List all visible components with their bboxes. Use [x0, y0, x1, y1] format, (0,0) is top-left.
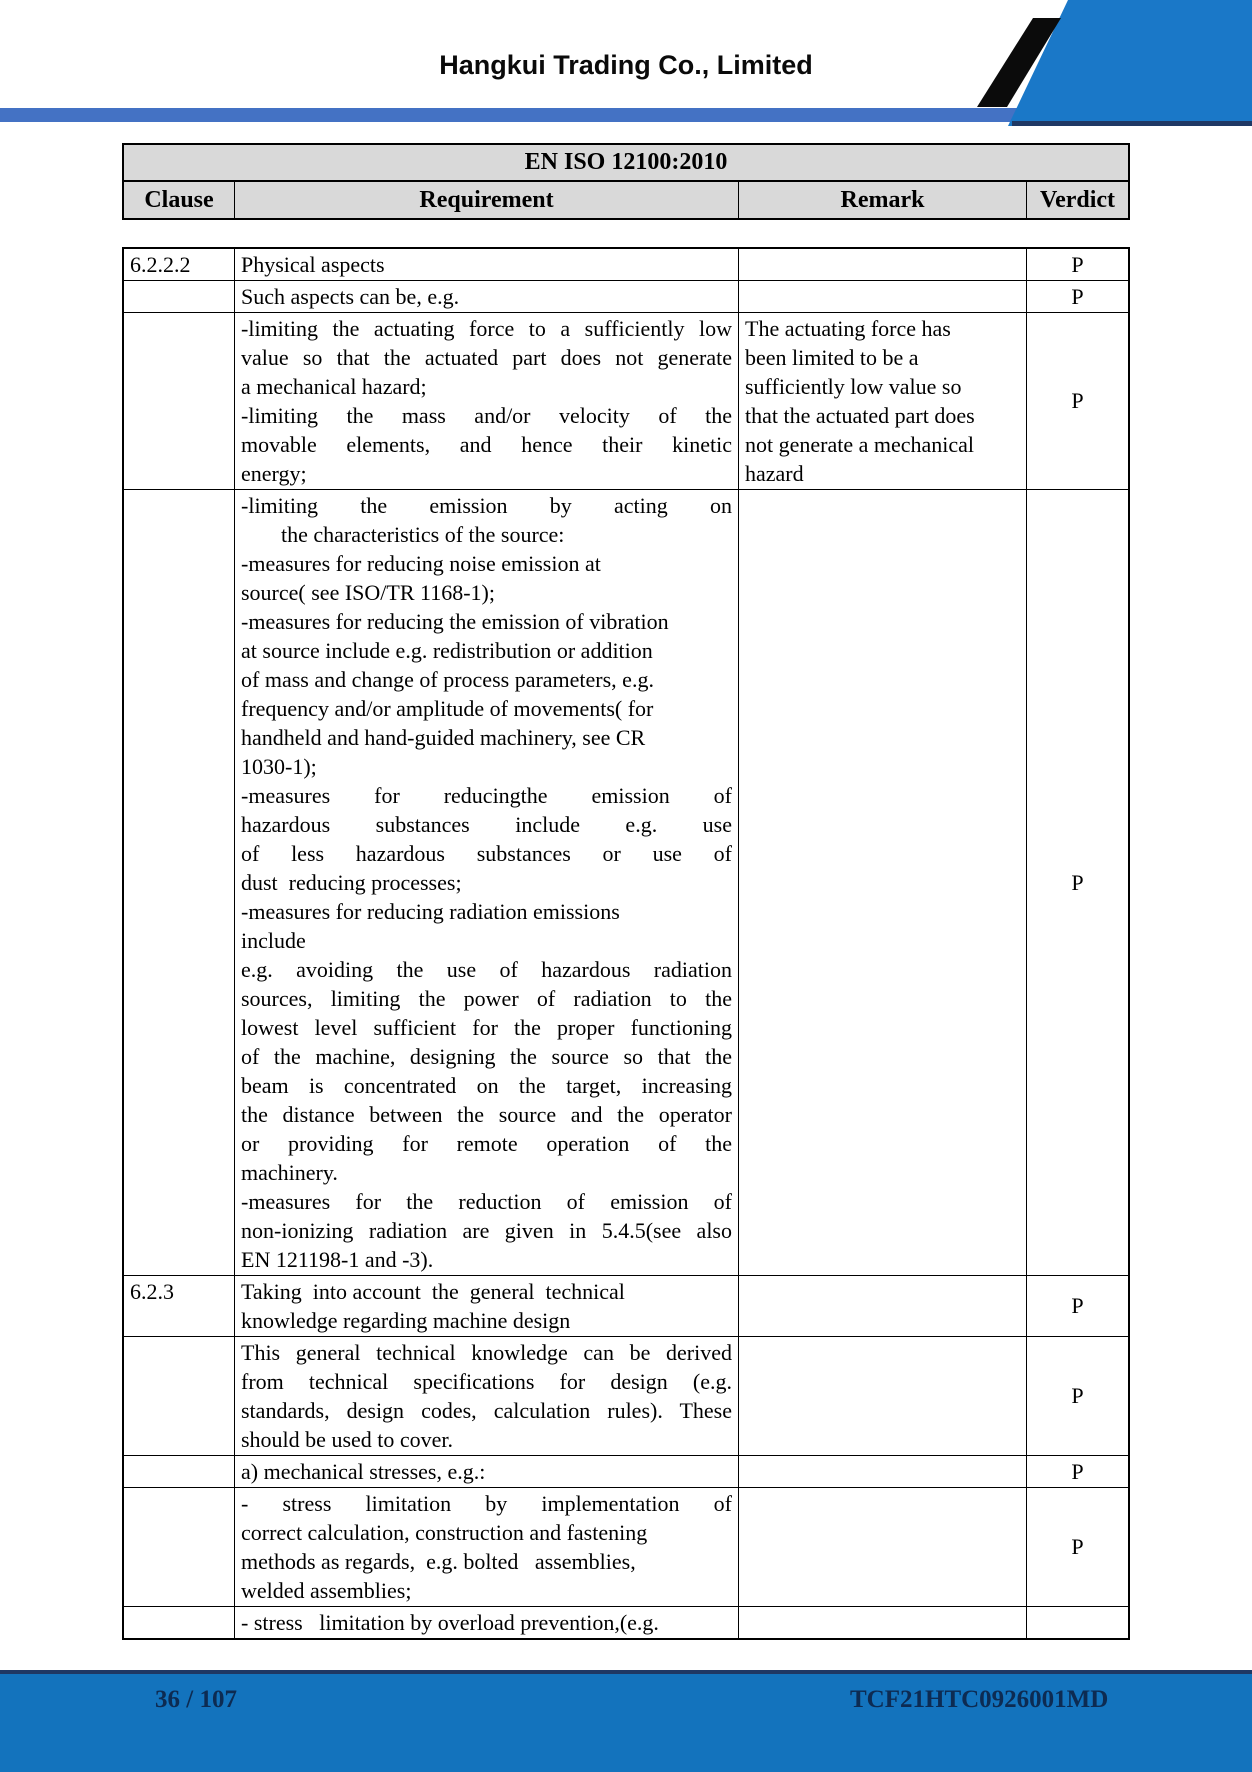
requirement-line: -measures for reducing radiation emissions: [241, 899, 620, 924]
requirement-line: frequency and/or amplitude of movements( for: [241, 696, 654, 721]
column-header-row: [124, 182, 1128, 218]
requirement-line: -limiting the mass and/or velocity of the: [241, 403, 732, 428]
requirement-line: welded assemblies;: [241, 1578, 412, 1603]
requirement-line: -limiting the emission by acting on: [241, 493, 732, 518]
clause-text: 6.2.2.2: [130, 252, 191, 277]
requirement-cell: [234, 281, 738, 312]
verdict-value: P: [1071, 1534, 1084, 1559]
standard-header-table: [122, 143, 1130, 220]
main-table: [122, 247, 1130, 1640]
requirement-cell: [234, 1607, 738, 1638]
requirement-line: -measures for reducing noise emission at: [241, 551, 601, 576]
clause-cell: [124, 281, 234, 312]
requirement-line: a) mechanical stresses, e.g.:: [241, 1459, 486, 1484]
requirement-line: Physical aspects: [241, 252, 385, 277]
requirement-line: value so that the actuated part does not generate: [241, 345, 732, 370]
requirement-line: This general technical knowledge can be derived: [241, 1340, 732, 1365]
requirement-line: dust reducing processes;: [241, 870, 462, 895]
remark-line: The actuating force has: [745, 316, 951, 341]
verdict-cell: [1026, 1456, 1128, 1487]
remark-cell: [738, 1607, 1026, 1638]
remark-line: hazard: [745, 461, 804, 486]
requirement-line: from technical specifications for design (e.g.: [241, 1369, 732, 1394]
requirement-line: 1030-1);: [241, 754, 317, 779]
remark-cell: [738, 249, 1026, 280]
requirement-line: non-ionizing radiation are given in 5.4.5(see also: [241, 1218, 732, 1243]
table-row: [124, 1455, 1128, 1487]
remark-line: been limited to be a: [745, 345, 919, 370]
requirement-line: should be used to cover.: [241, 1427, 454, 1452]
requirement-line: source( see ISO/TR 1168-1);: [241, 580, 495, 605]
table-row: [124, 312, 1128, 489]
verdict-value: P: [1071, 283, 1084, 309]
requirement-line: methods as regards, e.g. bolted assemblies,: [241, 1549, 636, 1574]
verdict-cell: [1026, 1488, 1128, 1606]
requirement-cell: [234, 490, 738, 1275]
logo-blue-parallelogram-icon: [960, 0, 1252, 126]
clause-cell: [124, 1488, 234, 1606]
requirement-cell: [234, 1488, 738, 1606]
verdict-cell: [1026, 490, 1128, 1275]
requirement-line: -measures for the reduction of emission of: [241, 1189, 732, 1214]
verdict-value: P: [1071, 1458, 1084, 1484]
remark-cell: [738, 281, 1026, 312]
col-header-clause: Clause: [144, 187, 214, 213]
footer-band: [0, 1674, 1252, 1772]
clause-cell: [124, 249, 234, 280]
requirement-line: include: [241, 928, 306, 953]
remark-cell: [738, 490, 1026, 1275]
clause-cell: [124, 1337, 234, 1455]
company-title: Hangkui Trading Co., Limited: [439, 50, 813, 80]
requirement-line: knowledge regarding machine design: [241, 1308, 571, 1333]
requirement-line: hazardous substances include e.g. use: [241, 812, 732, 837]
verdict-cell: [1026, 1607, 1128, 1638]
clause-cell: [124, 1456, 234, 1487]
verdict-value: P: [1071, 1383, 1084, 1408]
requirement-line: at source include e.g. redistribution or addition: [241, 638, 653, 663]
requirement-line: standards, design codes, calculation rules). These: [241, 1398, 732, 1423]
verdict-cell: [1026, 1276, 1128, 1336]
requirement-cell: [234, 313, 738, 489]
remark-cell: [738, 313, 1026, 489]
requirement-line: of less hazardous substances or use of: [241, 841, 732, 866]
requirement-line: correct calculation, construction and fastening: [241, 1520, 648, 1545]
clause-cell: [124, 490, 234, 1275]
requirement-line: the distance between the source and the operator: [241, 1102, 732, 1127]
requirement-cell: [234, 1456, 738, 1487]
requirement-line: -measures for reducingthe emission of: [241, 783, 732, 808]
table-row: [124, 1336, 1128, 1455]
requirement-line: lowest level sufficient for the proper functioning: [241, 1015, 732, 1040]
clause-cell: [124, 1607, 234, 1638]
col-header-remark: Remark: [738, 182, 1026, 218]
standard-title: EN ISO 12100:2010: [124, 145, 1128, 182]
requirement-line: - stress limitation by implementation of: [241, 1491, 732, 1516]
requirement-line: -measures for reducing the emission of vibration: [241, 609, 669, 634]
verdict-value: P: [1071, 1293, 1084, 1318]
requirement-line: machinery.: [241, 1160, 338, 1185]
clause-cell: [124, 313, 234, 489]
requirement-line: of the machine, designing the source so that the: [241, 1044, 732, 1069]
requirement-line: EN 121198-1 and -3).: [241, 1247, 434, 1272]
requirement-line: of mass and change of process parameters, e.g.: [241, 667, 654, 692]
requirement-line: e.g. avoiding the use of hazardous radiation: [241, 957, 732, 982]
requirement-cell: [234, 1276, 738, 1336]
remark-line: sufficiently low value so: [745, 374, 962, 399]
requirement-line: Such aspects can be, e.g.: [241, 284, 460, 309]
requirement-line: or providing for remote operation of the: [241, 1131, 732, 1156]
verdict-value: P: [1071, 869, 1084, 895]
remark-cell: [738, 1456, 1026, 1487]
table-row: [124, 489, 1128, 1275]
report-number: TCF21HTC0926001MD: [850, 1686, 1109, 1713]
remark-cell: [738, 1488, 1026, 1606]
requirement-cell: [234, 249, 738, 280]
requirement-line: handheld and hand-guided machinery, see CR: [241, 725, 646, 750]
verdict-value: P: [1071, 251, 1084, 277]
verdict-cell: [1026, 313, 1128, 489]
requirement-line: Taking into account the general technical: [241, 1279, 625, 1304]
requirement-line: the characteristics of the source:: [281, 522, 565, 547]
verdict-value: P: [1071, 388, 1084, 413]
col-header-verdict: Verdict: [1026, 182, 1128, 218]
requirement-line: energy;: [241, 461, 307, 486]
col-header-requirement: Requirement: [234, 182, 738, 218]
requirement-line: sources, limiting the power of radiation to the: [241, 986, 732, 1011]
brand-logo: [960, 0, 1252, 126]
table-row: [124, 1606, 1128, 1638]
verdict-cell: [1026, 249, 1128, 280]
requirement-line: movable elements, and hence their kinetic: [241, 432, 732, 457]
requirement-line: - stress limitation by overload prevention,(e.g.: [241, 1610, 659, 1635]
remark-cell: [738, 1337, 1026, 1455]
requirement-line: a mechanical hazard;: [241, 374, 427, 399]
clause-text: 6.2.3: [130, 1279, 174, 1304]
table-row: [124, 1487, 1128, 1606]
page-number: 36 / 107: [155, 1686, 237, 1713]
requirement-line: beam is concentrated on the target, increasing: [241, 1073, 732, 1098]
table-row: [124, 1275, 1128, 1336]
verdict-cell: [1026, 1337, 1128, 1455]
table-row: [124, 280, 1128, 312]
remark-cell: [738, 1276, 1026, 1336]
requirement-cell: [234, 1337, 738, 1455]
table-row: [124, 249, 1128, 280]
remark-line: that the actuated part does: [745, 403, 975, 428]
requirement-line: -limiting the actuating force to a sufficiently low: [241, 316, 732, 341]
clause-cell: [124, 1276, 234, 1336]
remark-line: not generate a mechanical: [745, 432, 975, 457]
verdict-cell: [1026, 281, 1128, 312]
logo-bottom-edge: [1012, 121, 1252, 126]
